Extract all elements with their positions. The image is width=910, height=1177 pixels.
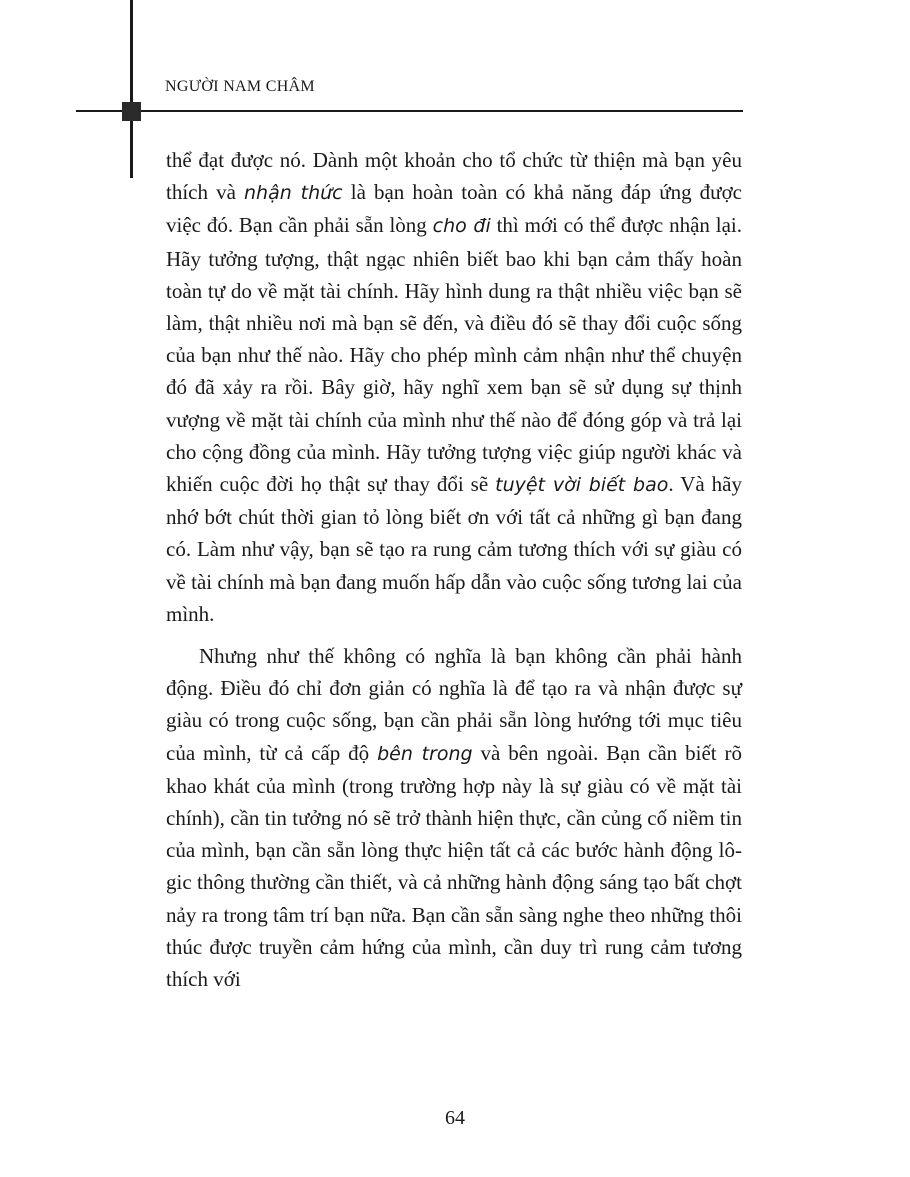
header-rule (76, 110, 743, 112)
emphasis-text: tuyệt vời biết bao (495, 474, 669, 497)
vertical-rule (130, 0, 133, 178)
page-number: 64 (445, 1107, 465, 1129)
text-run: thể đạt được nó. Dành một khoản cho tổ chức từ thiện mà bạn yêu thích và (166, 148, 742, 205)
text-run: Nhưng như thế không có nghĩa là bạn không cần phải hành động. Điều đó chỉ đơn giản có nghĩa là để tạo ra và nhận được sự giàu có trong cuộc sống, bạn cần phải sẵn lòng hướng tới mục tiêu của mình, từ cả cấp độ (166, 644, 742, 765)
paragraph-2 (166, 640, 742, 995)
paragraph-1 (166, 144, 742, 630)
running-head: NGƯỜI NAM CHÂM (165, 78, 315, 95)
body-text (166, 144, 742, 995)
emphasis-text: bên trong (377, 742, 473, 765)
text-run: và bên ngoài. Bạn cần biết rõ khao khát của mình (trong trường hợp này là sự giàu có về mặt tài chính), cần tin tưởng nó sẽ trở thành hiện thực, cần củng cố niềm tin của mình, bạn cần sẵn lòng thực hiện tất cả các bước hành động lô-gic thông thường cần thiết, và cả những hành động sáng tạo bất chợt nảy ra trong tâm trí bạn nữa. Bạn cần sẵn sàng nghe theo những thôi thúc được truyền cảm hứng của mình, cần duy trì rung cảm tương thích với (166, 740, 743, 992)
text-run: . Và hãy nhớ bớt chút thời gian tỏ lòng biết ơn với tất cả những gì bạn đang có. Làm như vậy, bạn sẽ tạo ra rung cảm tương thích với sự giàu có về tài chính mà bạn đang muốn hấp dẫn vào cuộc sống tương lai của mình. (166, 472, 742, 626)
emphasis-text: cho đi (432, 215, 491, 238)
corner-square-ornament (122, 102, 141, 121)
text-run: là bạn hoàn toàn có khả năng đáp ứng được việc đó. Bạn cần phải sẵn lòng (166, 180, 742, 238)
emphasis-text: nhận thức (244, 182, 343, 205)
text-run: thì mới có thể được nhận lại. Hãy tưởng tượng, thật ngạc nhiên biết bao khi bạn cảm thấy hoàn toàn tự do về mặt tài chính. Hãy hình dung ra thật nhiều việc bạn sẽ làm, thật nhiều nơi mà bạn sẽ đến, và điều đó sẽ thay đổi cuộc sống của bạn như thế nào. Hãy cho phép mình cảm nhận như thể chuyện đó đã xảy ra rồi. Bây giờ, hãy nghĩ xem bạn sẽ sử dụng sự thịnh vượng về mặt tài chính của mình như thế nào để đóng góp và trả lại cho cộng đồng của mình. Hãy tưởng tượng việc giúp người khác và khiến cuộc đời họ thật sự thay đổi sẽ (166, 213, 742, 497)
